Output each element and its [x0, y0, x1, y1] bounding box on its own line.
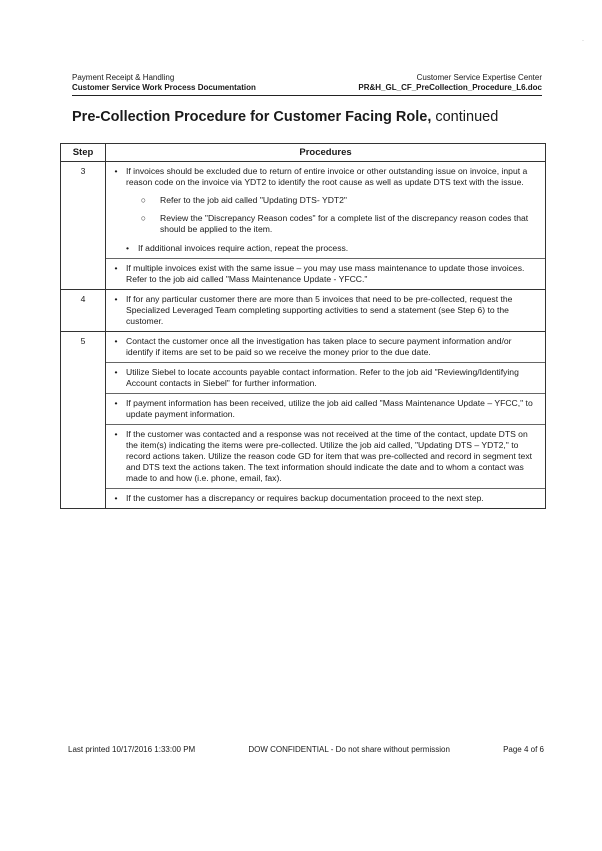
- table-header-row: [61, 144, 546, 162]
- bullet-icon: •: [114, 367, 118, 377]
- sub-item: [126, 195, 537, 206]
- sub-item-text: Review the "Discrepancy Reason codes" for a complete list of the discrepancy reason codes that should be applied to the item.: [160, 213, 529, 234]
- bullet-icon: •: [114, 263, 118, 273]
- bullet-icon: •: [114, 166, 118, 176]
- procedure-text: If the customer has a discrepancy or requires backup documentation proceed to the next step.: [126, 493, 484, 503]
- procedure-table: [60, 143, 546, 509]
- procedure-item: [106, 424, 545, 488]
- table-row: [61, 162, 546, 290]
- column-header-step: Step: [61, 144, 106, 162]
- page-footer: [68, 745, 544, 754]
- sub-item-text: Refer to the job aid called "Updating DTS- YDT2": [160, 195, 347, 205]
- table-row: [61, 332, 546, 509]
- sub-bullet-icon: ○: [140, 213, 146, 223]
- header-divider: [72, 95, 542, 96]
- footer-confidential: DOW CONFIDENTIAL - Do not share without permission: [248, 745, 450, 754]
- procedure-item: [106, 362, 545, 393]
- corner-mark: ·: [582, 38, 584, 44]
- procedure-cell: [106, 290, 546, 332]
- bullet-icon: •: [126, 243, 130, 253]
- header-right-line2: PR&H_GL_CF_PreCollection_Procedure_L6.doc: [358, 83, 542, 92]
- bullet-icon: •: [114, 493, 118, 503]
- step-number: 4: [61, 290, 106, 332]
- step-number: 5: [61, 332, 106, 509]
- procedure-text: If invoices should be excluded due to return of entire invoice or other outstanding issue on invoice, input a reason code on the invoice via YDT2 to identify the root cause as well as update DTS text with the issue.: [126, 166, 528, 187]
- procedure-cell: [106, 332, 546, 509]
- procedure-item: [106, 258, 545, 289]
- procedure-item: [106, 162, 545, 258]
- bullet-icon: •: [114, 294, 118, 304]
- page-title: [72, 109, 498, 125]
- column-header-procedures: Procedures: [106, 144, 546, 162]
- header-left-line1: Payment Receipt & Handling: [72, 73, 175, 82]
- page-header: [72, 73, 542, 93]
- procedure-cell: [106, 162, 546, 290]
- procedure-text: Utilize Siebel to locate accounts payable contact information. Refer to the job aid "Reviewing/Identifying Account contacts in Siebel" for further information.: [126, 367, 519, 388]
- title-main: Pre-Collection Procedure for Customer Facing Role,: [72, 109, 432, 125]
- footer-printed: Last printed 10/17/2016 1:33:00 PM: [68, 745, 196, 754]
- title-continued: continued: [431, 109, 499, 125]
- procedure-item: [106, 488, 545, 508]
- bullet-icon: •: [114, 429, 118, 439]
- bullet-icon: •: [114, 336, 118, 346]
- sub-item: [126, 213, 537, 235]
- footer-page-number: Page 4 of 6: [503, 745, 544, 754]
- procedure-item: [106, 290, 545, 331]
- procedure-text: If payment information has been received, utilize the job aid called "Mass Maintenance Update – YFCC," to update payment information.: [126, 398, 533, 419]
- procedure-text: Contact the customer once all the investigation has taken place to secure payment information and/or identify if items are set to be paid so we receive the money prior to the due date.: [126, 336, 512, 357]
- header-right-line1: Customer Service Expertise Center: [416, 73, 542, 82]
- inner-item-text: If additional invoices require action, repeat the process.: [138, 243, 349, 253]
- bullet-icon: •: [114, 398, 118, 408]
- inner-item: [126, 243, 537, 254]
- header-left-line2: Customer Service Work Process Documentation: [72, 83, 256, 92]
- procedure-text: If multiple invoices exist with the same issue – you may use mass maintenance to update those invoices. Refer to the job aid called "Mass Maintenance Update - YFCC.": [126, 263, 525, 284]
- sub-bullet-icon: ○: [140, 195, 146, 205]
- table-row: [61, 290, 546, 332]
- procedure-item: [106, 393, 545, 424]
- procedure-item: [106, 332, 545, 362]
- procedure-text: If for any particular customer there are more than 5 invoices that need to be pre-collected, request the Specialized Leveraged Team completing supporting activities to send a statement (see Step 6) to the customer.: [126, 294, 513, 326]
- step-number: 3: [61, 162, 106, 290]
- procedure-text: If the customer was contacted and a response was not received at the time of the contact, update DTS on the item(s) indicating the items were pre-collected. Utilize the job aid called, "Updating DTS – YDT2," to record actions taken. Utilize the reason code GD for item that was pre-collected and record in segment text and DTS text the actions taken. The text information should indicate the date and to whom a contact was made to and how (i.e. phone, email, fax).: [126, 429, 533, 483]
